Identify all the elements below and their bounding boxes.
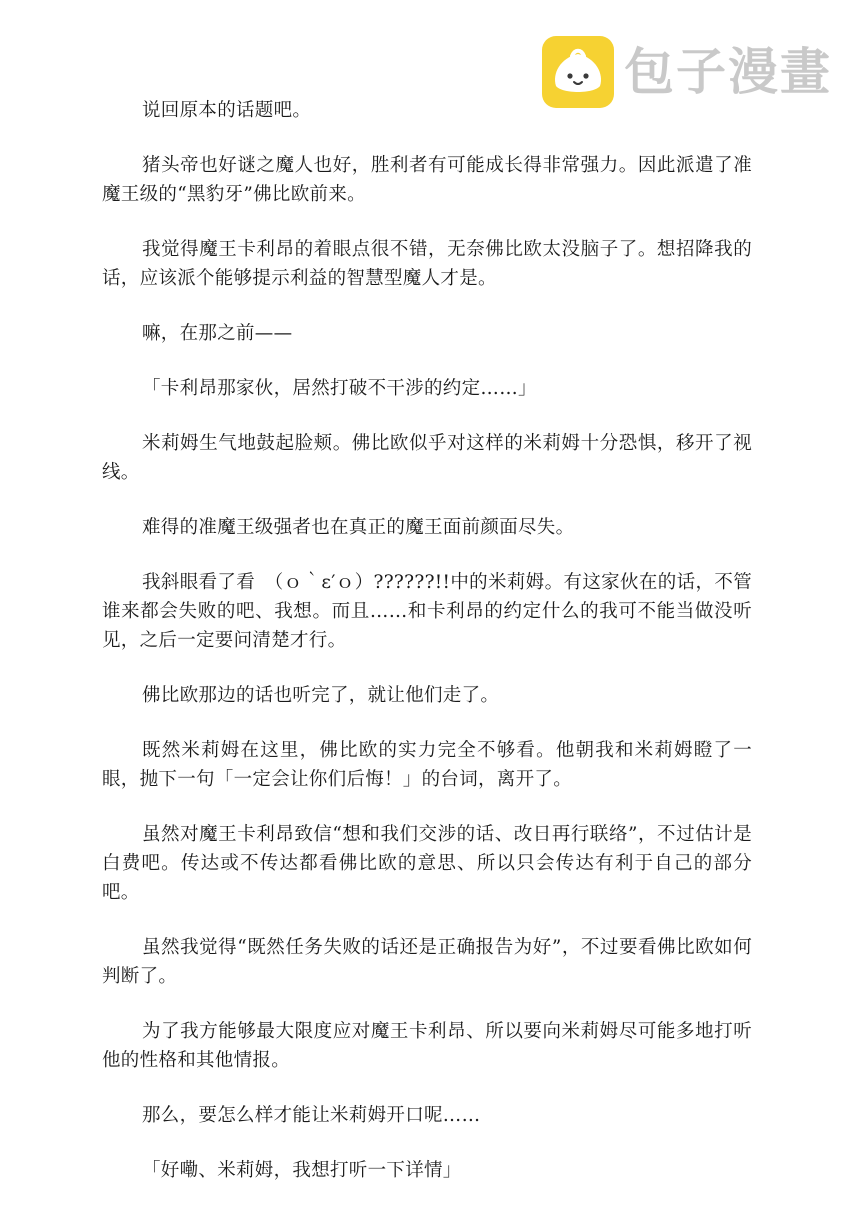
paragraph: 我斜眼看了看 （ｏ｀ε′ｏ）??????!!中的米莉姆。有这家伙在的话，不管谁来都会失败的吧、我想。而且……和卡利昂的约定什么的我可不能当做没听见，之后一定要问清楚才行。 bbox=[102, 572, 752, 651]
paragraph: 米莉姆生气地鼓起脸颊。佛比欧似乎对这样的米莉姆十分恐惧，移开了视线。 bbox=[102, 433, 752, 483]
paragraph: 嘛，在那之前—— bbox=[142, 323, 293, 344]
paragraph: 既然米莉姆在这里，佛比欧的实力完全不够看。他朝我和米莉姆瞪了一眼，抛下一句「一定会让你们后悔！」的台词，离开了。 bbox=[102, 740, 752, 790]
paragraph: 难得的准魔王级强者也在真正的魔王面前颜面尽失。 bbox=[142, 517, 575, 538]
dialogue-line: 「好嘞、米莉姆，我想打听一下详情」 bbox=[142, 1160, 462, 1181]
paragraph: 虽然我觉得“既然任务失败的话还是正确报告为好”，不过要看佛比欧如何判断了。 bbox=[102, 937, 752, 987]
paragraph: 为了我方能够最大限度应对魔王卡利昂、所以要向米莉姆尽可能多地打听他的性格和其他情报。 bbox=[102, 1021, 752, 1071]
paragraph: 猪头帝也好谜之魔人也好，胜利者有可能成长得非常强力。因此派遣了准魔王级的“黑豹牙”佛比欧前来。 bbox=[102, 155, 752, 205]
dialogue-line: 「卡利昂那家伙，居然打破不干涉的约定……」 bbox=[142, 378, 537, 399]
document-body bbox=[102, 96, 752, 1211]
paragraph: 我觉得魔王卡利昂的着眼点很不错，无奈佛比欧太没脑子了。想招降我的话，应该派个能够提示利益的智慧型魔人才是。 bbox=[102, 239, 752, 289]
paragraph: 那么，要怎么样才能让米莉姆开口呢…… bbox=[142, 1105, 481, 1126]
paragraph: 虽然对魔王卡利昂致信“想和我们交涉的话、改日再行联络”，不过估计是白费吧。传达或不传达都看佛比欧的意思、所以只会传达有利于自己的部分吧。 bbox=[102, 824, 752, 903]
brand-text: 包子漫畫 bbox=[624, 43, 832, 101]
paragraph: 说回原本的话题吧。 bbox=[142, 100, 312, 121]
paragraph: 佛比欧那边的话也听完了，就让他们走了。 bbox=[142, 685, 500, 706]
